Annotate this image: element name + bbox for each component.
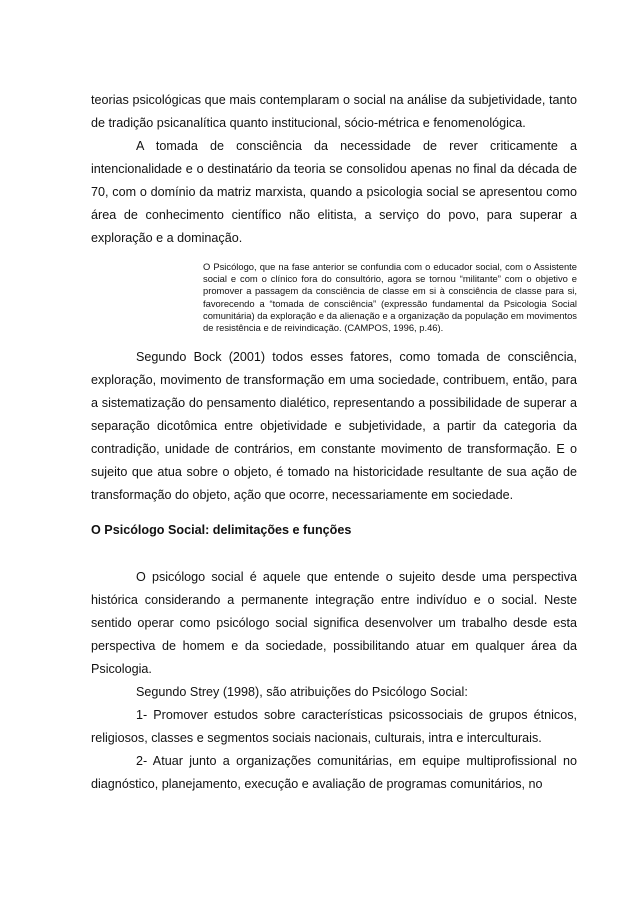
paragraph-3: Segundo Bock (2001) todos esses fatores, como tomada de consciência, exploração, movimento de transformação em uma sociedade, contribuem, então, para a sistematização do pensamento dialético, representando a possibilidade de superar a separação dicotômica entre objetividade e subjetividade, a partir da categoria da contradição, unidade de contrários, em constante movimento de transformação. E o sujeito que atua sobre o objeto, é tomado na historicidade resultante de sua ação de transformação do objeto, ação que ocorre, necessariamente em sociedade. — [91, 350, 577, 503]
paragraph-7: 2- Atuar junto a organizações comunitárias, em equipe multiprofissional no diagnóstico, planejamento, execução e avaliação de programas comunitários, no — [91, 754, 577, 792]
block-quote: O Psicólogo, que na fase anterior se confundia com o educador social, com o Assistente social e com o clínico fora do consultório, agora se tornou “militante” com o objetivo e promover a passagem da consciência de classe em si à consciência de classe para si, favorecendo a “tomada de consciência” (expressão fundamental da Psicologia Social comunitária) da exploração e da alienação e a organização da população em movimentos de resistência e de reivindicação. (CAMPOS, 1996, p.46). — [203, 261, 577, 334]
paragraph-2: A tomada de consciência da necessidade de rever criticamente a intencionalidade e o destinatário da teoria se consolidou apenas no final da década de 70, com o domínio da matriz marxista, quando a psicologia social se apresentou como área de conhecimento científico não elitista, a serviço do povo, para superar a exploração e a dominação. — [91, 139, 577, 245]
section-heading: O Psicólogo Social: delimitações e funções — [91, 523, 352, 538]
paragraph-1: teorias psicológicas que mais contemplaram o social na análise da subjetividade, tanto de tradição psicanalítica quanto institucional, sócio-métrica e fenomenológica. — [91, 93, 577, 130]
paragraph-4: O psicólogo social é aquele que entende o sujeito desde uma perspectiva histórica considerando a permanente integração entre indivíduo e o social. Neste sentido operar como psicólogo social significa desenvolver um trabalho desde esta perspectiva de homem e da sociedade, possibilitando atuar em qualquer área da Psicologia. — [91, 570, 577, 677]
paragraph-6: 1- Promover estudos sobre características psicossociais de grupos étnicos, religiosos, classes e segmentos sociais nacionais, culturais, intra e interculturais. — [91, 708, 577, 746]
document-page — [91, 89, 577, 796]
paragraph-5: Segundo Strey (1998), são atribuições do Psicólogo Social: — [136, 685, 468, 700]
